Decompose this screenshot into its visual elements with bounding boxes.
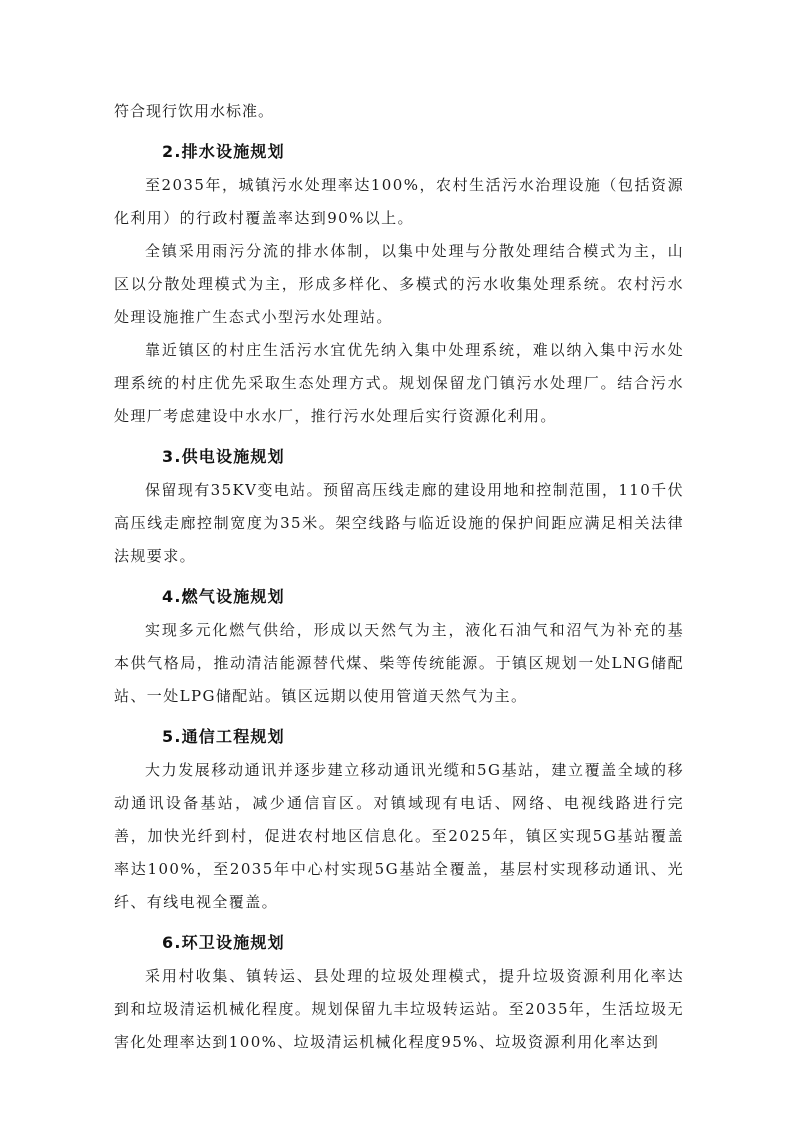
drainage-paragraph-1: 至2035年，城镇污水处理率达100%，农村生活污水治理设施（包括资源化利用）的行政村覆盖率达到90%以上。: [114, 176, 684, 227]
section-heading-power: 3.供电设施规划: [162, 447, 285, 466]
section-heading-drainage: 2.排水设施规划: [162, 142, 285, 161]
sanitation-paragraph-1: 采用村收集、镇转运、县处理的垃圾处理模式，提升垃圾资源利用化率达到和垃圾清运机械化程度。规划保留九丰垃圾转运站。至2035年，生活垃圾无害化处理率达到100%、垃圾清运机械化程度95%、垃圾资源利用化率达到: [114, 967, 684, 1051]
drainage-paragraph-3: 靠近镇区的村庄生活污水宜优先纳入集中处理系统，难以纳入集中污水处理系统的村庄优先采取生态处理方式。规划保留龙门镇污水处理厂。结合污水处理厂考虑建设中水水厂，推行污水处理后实行资源化利用。: [114, 341, 684, 425]
telecom-paragraph-1: 大力发展移动通讯并逐步建立移动通讯光缆和5G基站，建立覆盖全域的移动通讯设备基站，减少通信盲区。对镇域现有电话、网络、电视线路进行完善，加快光纤到村，促进农村地区信息化。至2025年，镇区实现5G基站覆盖率达100%，至2035年中心村实现5G基站全覆盖，基层村实现移动通讯、光纤、有线电视全覆盖。: [114, 761, 684, 911]
section-heading-gas: 4.燃气设施规划: [162, 587, 285, 606]
drainage-paragraph-2: 全镇采用雨污分流的排水体制，以集中处理与分散处理结合模式为主，山区以分散处理模式为主，形成多样化、多模式的污水收集处理系统。农村污水处理设施推广生态式小型污水处理站。: [114, 242, 684, 326]
section-heading-sanitation: 6.环卫设施规划: [162, 933, 285, 952]
document-body: [114, 95, 684, 1059]
power-paragraph-1: 保留现有35KV变电站。预留高压线走廊的建设用地和控制范围，110千伏高压线走廊控制宽度为35米。架空线路与临近设施的保护间距应满足相关法律法规要求。: [114, 481, 684, 565]
continuation-text: 符合现行饮用水标准。: [114, 102, 275, 120]
gas-paragraph-1: 实现多元化燃气供给，形成以天然气为主，液化石油气和沼气为补充的基本供气格局，推动清洁能源替代煤、柴等传统能源。于镇区规划一处LNG储配站、一处LPG储配站。镇区远期以使用管道天然气为主。: [114, 621, 684, 705]
section-heading-telecom: 5.通信工程规划: [162, 727, 285, 746]
